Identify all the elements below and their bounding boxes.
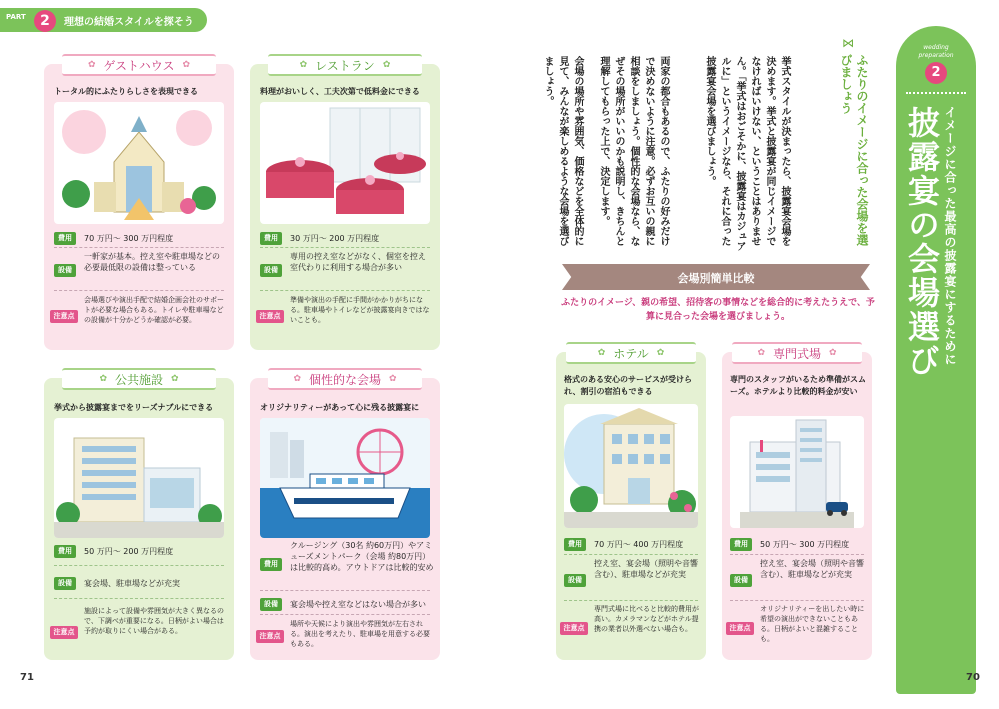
dotted-divider — [906, 92, 966, 94]
divider — [54, 247, 224, 248]
venue-name: 公共施設 — [114, 372, 163, 387]
divider — [260, 614, 430, 615]
venue-note: 専門式場に比べると比較的費用が高い。カメラマンなどがホテル提携の業者以外選べない場合も。 — [594, 605, 699, 633]
venue-facility: 一軒家が基本。控え室や駐車場などの必要最低限の設備は整っている — [84, 252, 220, 272]
chapter-title-band — [896, 26, 976, 694]
chapter-kicker-2: preparation — [918, 52, 954, 59]
card-hotel — [556, 346, 706, 660]
flower-ornament-icon: ✿ — [299, 60, 308, 70]
chapter-number-badge: 2 — [925, 62, 947, 84]
venue-desc: 料理がおいしく、工夫次第で低料金にできる — [260, 87, 420, 96]
page-number-right: 70 — [966, 672, 980, 683]
venue-facility: 宴会場、駐車場などが充実 — [84, 579, 180, 588]
ribbon-hall — [732, 342, 862, 364]
page-number-left: 71 — [20, 672, 34, 683]
venue-cost: 50 万円～ 200 万円程度 — [84, 547, 174, 556]
flower-ornament-icon: ✿ — [171, 374, 179, 384]
venue-name: ホテル — [613, 346, 649, 361]
flower-ornament-icon: ✿ — [597, 348, 606, 358]
part-label: PART — [6, 13, 26, 21]
intro-paragraph-1: 挙式スタイルが決まったら、披露宴会場を決めます。挙式と披露宴が同じイメージでなければいけない、ということはありません。「挙式はおごそかに、披露宴はカジュアルに」というイメージなら、それに合った披露宴会場を選びましょう。 — [704, 56, 790, 251]
chapter-subtitle: イメージに合った最高の披露宴にするために — [943, 106, 957, 366]
public-facility-illustration — [54, 418, 224, 538]
venue-cost: 30 万円～ 200 万円程度 — [290, 234, 380, 243]
note-tag: 注意点 — [50, 626, 78, 639]
ribbon-restaurant — [268, 54, 422, 76]
restaurant-illustration — [260, 102, 430, 224]
venue-cost: 70 万円～ 300 万円程度 — [84, 234, 174, 243]
venue-name: レストラン — [315, 58, 375, 73]
facility-tag: 設備 — [54, 264, 76, 277]
venue-name: 個性的な会場 — [308, 372, 381, 387]
wedding-hall-illustration — [730, 416, 864, 528]
compare-title: 会場別簡単比較 — [677, 272, 755, 285]
divider — [730, 600, 864, 601]
note-tag: 注意点 — [50, 310, 78, 323]
card-hall — [722, 346, 872, 660]
ribbon-guesthouse — [62, 54, 216, 76]
bow-icon: ⋈ — [842, 36, 854, 50]
note-tag: 注意点 — [560, 622, 588, 635]
card-restaurant — [250, 58, 440, 350]
flower-ornament-icon: ✿ — [99, 374, 107, 384]
divider — [564, 554, 698, 555]
card-guesthouse — [44, 58, 234, 350]
facility-tag: 設備 — [260, 264, 282, 277]
divider — [54, 290, 224, 291]
hotel-illustration — [564, 404, 698, 528]
cost-tag: 費用 — [260, 232, 282, 245]
venue-note: オリジナリティーを出したい時に希望の演出ができないこともある。日柄がよいと混雑することも。 — [760, 605, 865, 643]
ribbon-public — [62, 368, 216, 390]
divider — [260, 247, 430, 248]
cost-tag: 費用 — [54, 545, 76, 558]
cost-tag: 費用 — [730, 538, 752, 551]
venue-facility: 宴会場や控え室などはない場合が多い — [290, 600, 426, 609]
divider — [730, 554, 864, 555]
venue-note: 準備や演出の手配に手間がかかりがちになる。駐車場やトイレなどが披露宴向きではないことも。 — [290, 296, 430, 324]
card-public — [44, 372, 234, 660]
divider — [54, 565, 224, 566]
chapter-kicker — [896, 44, 976, 60]
divider — [260, 590, 430, 591]
chapter-title: 披露宴の会場選び — [903, 106, 941, 378]
chapter-kicker-1: wedding — [923, 44, 949, 51]
venue-note: 施設によって設備や雰囲気が大きく異なるので、下調べが重要になる。日柄がよい場合は予約が取りにくい場合がある。 — [84, 607, 224, 635]
flower-ornament-icon: ✿ — [382, 60, 391, 70]
venue-cost: クルージング（30名 約60万円）やアミューズメントパーク（会場 約80万円）は比較的高め。アウトドアは比較的安め — [290, 541, 434, 572]
facility-tag: 設備 — [564, 574, 586, 587]
venue-desc: 格式のある安心のサービスが受けられ、割引の宿泊もできる — [564, 375, 692, 396]
venue-desc: オリジナリティーがあって心に残る披露宴に — [260, 403, 420, 412]
venue-facility: 控え室、宴会場（照明や音響含む）、駐車場などが充実 — [760, 559, 864, 579]
intro-paragraph-2: 両家の都合もあるので、ふたりの好みだけで決めないように注意。必ずお互いの親に相談をしましょう。個性的な会場なら、なぜその場所がいいのかも説明し、きちんと理解してもらった上で、決定します。 — [598, 56, 669, 246]
venue-note: 場所や天候により演出や雰囲気が左右される。演出を考えたり、駐車場を用意する必要もある。 — [290, 620, 430, 648]
part-number-badge: 2 — [34, 10, 56, 32]
compare-description: ふたりのイメージ、親の希望、招待客の事情などを総合的に考えたうえで、予算に見合った会場を選びましょう。 — [561, 298, 875, 322]
cost-tag: 費用 — [564, 538, 586, 551]
cost-tag: 費用 — [54, 232, 76, 245]
flower-ornament-icon: ✿ — [87, 60, 96, 70]
ribbon-unique — [268, 368, 422, 390]
divider — [260, 290, 430, 291]
part-title: 理想の結婚スタイルを探そう — [64, 17, 194, 28]
note-tag: 注意点 — [256, 310, 284, 323]
flower-ornament-icon: ✿ — [829, 348, 837, 358]
divider — [564, 600, 698, 601]
facility-tag: 設備 — [54, 577, 76, 590]
venue-desc: 挙式から披露宴までをリーズナブルにできる — [54, 403, 214, 412]
venue-name: 専門式場 — [772, 346, 821, 361]
note-tag: 注意点 — [726, 622, 754, 635]
venue-facility: 控え室、宴会場（照明や音響含む）、駐車場などが充実 — [594, 559, 698, 579]
venue-cost: 70 万円～ 400 万円程度 — [594, 540, 684, 549]
flower-ornament-icon: ✿ — [656, 348, 665, 358]
venue-cost: 50 万円～ 300 万円程度 — [760, 540, 850, 549]
flower-ornament-icon: ✿ — [389, 374, 397, 384]
flower-ornament-icon: ✿ — [293, 374, 301, 384]
divider — [54, 598, 224, 599]
venue-name: ゲストハウス — [103, 58, 175, 73]
venue-facility: 専用の控え室などがなく、個室を控え室代わりに利用する場合が多い — [290, 252, 426, 272]
facility-tag: 設備 — [260, 598, 282, 611]
ribbon-hotel — [566, 342, 696, 364]
facility-tag: 設備 — [730, 574, 752, 587]
cost-tag: 費用 — [260, 558, 282, 571]
card-unique — [250, 372, 440, 660]
venue-desc: 専門のスタッフがいるため準備がスムーズ。ホテルより比較的料金が安い — [730, 375, 866, 396]
intro-heading: ふたりのイメージに合った会場を選びましょう — [839, 54, 869, 246]
flower-ornament-icon: ✿ — [757, 348, 765, 358]
venue-desc: トータル的にふたりらしさを表現できる — [54, 87, 198, 96]
cruise-ship-illustration — [260, 418, 430, 538]
note-tag: 注意点 — [256, 630, 284, 643]
flower-ornament-icon: ✿ — [182, 60, 190, 70]
venue-note: 会場選びや演出手配で結婚企画会社のサポートが必要な場合もある。トイレや駐車場などの設備が十分かどうか確認が必要。 — [84, 296, 224, 324]
guesthouse-illustration — [54, 102, 224, 224]
intro-paragraph-3: 会場の場所や雰囲気、価格などを全体的に見て、みんなが楽しめるような会場を選びましょう。 — [542, 56, 583, 246]
